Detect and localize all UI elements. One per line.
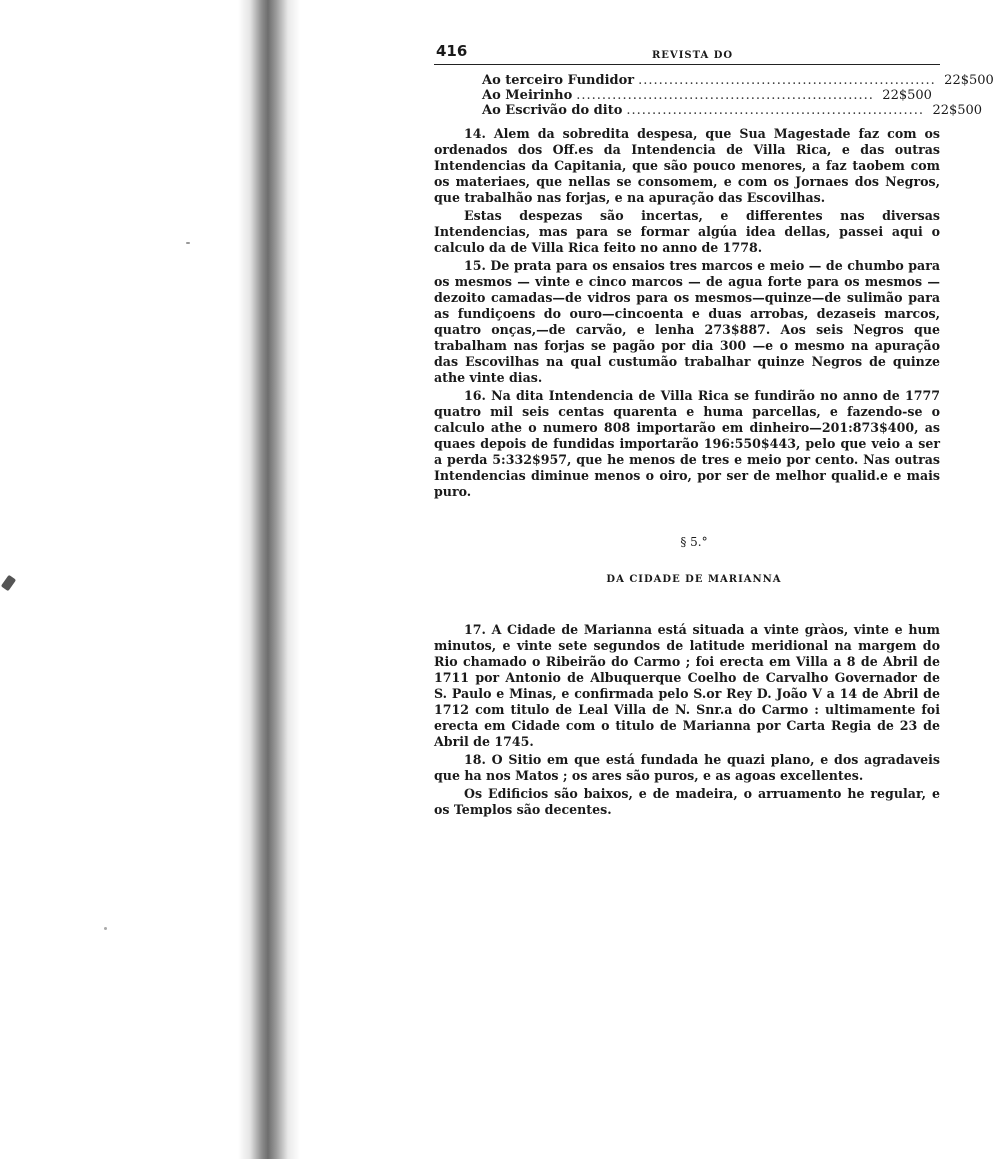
paragraph-18-continued: Os Edificios são baixos, e de madeira, o arruamento he regular, e os Templos são decentes. bbox=[434, 786, 940, 817]
dot-leader: .......................................................... bbox=[626, 103, 925, 118]
paragraph-14-continued: Estas despezas são incertas, e differentes nas diversas Intendencias, mas para se formar algúa idea dellas, passei aqui o calculo da de Villa Rica feito no anno de 1778. bbox=[434, 208, 940, 255]
fee-label: Ao terceiro Fundidor bbox=[482, 73, 635, 88]
fee-value: 22$500 bbox=[882, 88, 932, 103]
gutter-speck bbox=[1, 575, 16, 592]
dot-leader: .......................................................... bbox=[576, 88, 874, 103]
fee-list bbox=[482, 73, 994, 118]
gutter-speck bbox=[186, 242, 190, 244]
fee-row bbox=[482, 73, 994, 88]
fee-row bbox=[482, 103, 983, 118]
fee-label: Ao Escrivão do dito bbox=[482, 103, 623, 118]
paragraph-14: 14. Alem da sobredita despesa, que Sua Magestade faz com os ordenados dos Off.es da Intendencia de Villa Rica, e das outras Intendencias da Capitania, que são pouco menores, a faz taobem com os materiaes, que nellas se consomem, e com os Jornaes dos Negros, que trabalhão nas forjas, e na apuração das Escovilhas. bbox=[434, 126, 940, 205]
body-text bbox=[434, 126, 940, 818]
paragraph-17: 17. A Cidade de Marianna está situada a vinte gràos, vinte e hum minutos, e vinte sete segundos de latitude meridional na margem do Rio chamado o Ribeirão do Carmo ; foi erecta em Villa a 8 de Abril de 1711 por Antonio de Albuquerque Coelho de Carvalho Governador de S. Paulo e Minas, e confirmada pelo S.or Rey D. João V a 14 de Abril de 1712 com titulo de Leal Villa de N. Snr.a do Carmo : ultimamente foi erecta em Cidade com o titulo de Marianna por Carta Regia de 23 de Abril de 1745. bbox=[434, 622, 940, 749]
section-number: § 5.° bbox=[680, 535, 708, 549]
section-title: DA CIDADE DE MARIANNA bbox=[606, 574, 782, 585]
running-head: REVISTA DO bbox=[652, 50, 734, 61]
paragraph-16: 16. Na dita Intendencia de Villa Rica se fundirão no anno de 1777 quatro mil seis centas quarenta e huma parcellas, e fazendo-se o calculo athe o numero 808 importarão em dinheiro—201:873$400, as quaes depois de fundidas importarão 196:550$443, pelo que veio a ser a perda 5:332$957, que he menos de tres e meio por cento. Nas outras Intendencias diminue menos o oiro, por ser de melhor qualid.e e mais puro. bbox=[434, 388, 940, 499]
fee-label: Ao Meirinho bbox=[482, 88, 573, 103]
page-header bbox=[434, 40, 940, 65]
book-page bbox=[434, 40, 994, 818]
fee-row bbox=[482, 88, 932, 103]
gutter-speck bbox=[104, 927, 107, 930]
page-number: 416 bbox=[436, 42, 468, 60]
fee-value: 22$500 bbox=[932, 103, 983, 118]
book-gutter-shadow bbox=[0, 0, 300, 1159]
fee-value: 22$500 bbox=[944, 73, 994, 88]
paragraph-15: 15. De prata para os ensaios tres marcos e meio — de chumbo para os mesmos — vinte e cinco marcos — de agua forte para os mesmos — dezoito camadas—de vidros para os mesmos—quinze—de sulimão para as fundiçoens do ouro—cincoenta e duas arrobas, dezaseis marcos, quatro onças,—de carvão, e lenha 273$887. Aos seis Negros que trabalham nas forjas se pagão por dia 300 —e o mesmo na apuração das Escovilhas na qual custumão trabalhar quinze Negros de quinze athe vinte dias. bbox=[434, 258, 940, 385]
dot-leader: .......................................................... bbox=[638, 73, 936, 88]
paragraph-18: 18. O Sitio em que está fundada he quazi plano, e dos agradaveis que ha nos Matos ; os ares são puros, e as agoas excellentes. bbox=[434, 752, 940, 783]
